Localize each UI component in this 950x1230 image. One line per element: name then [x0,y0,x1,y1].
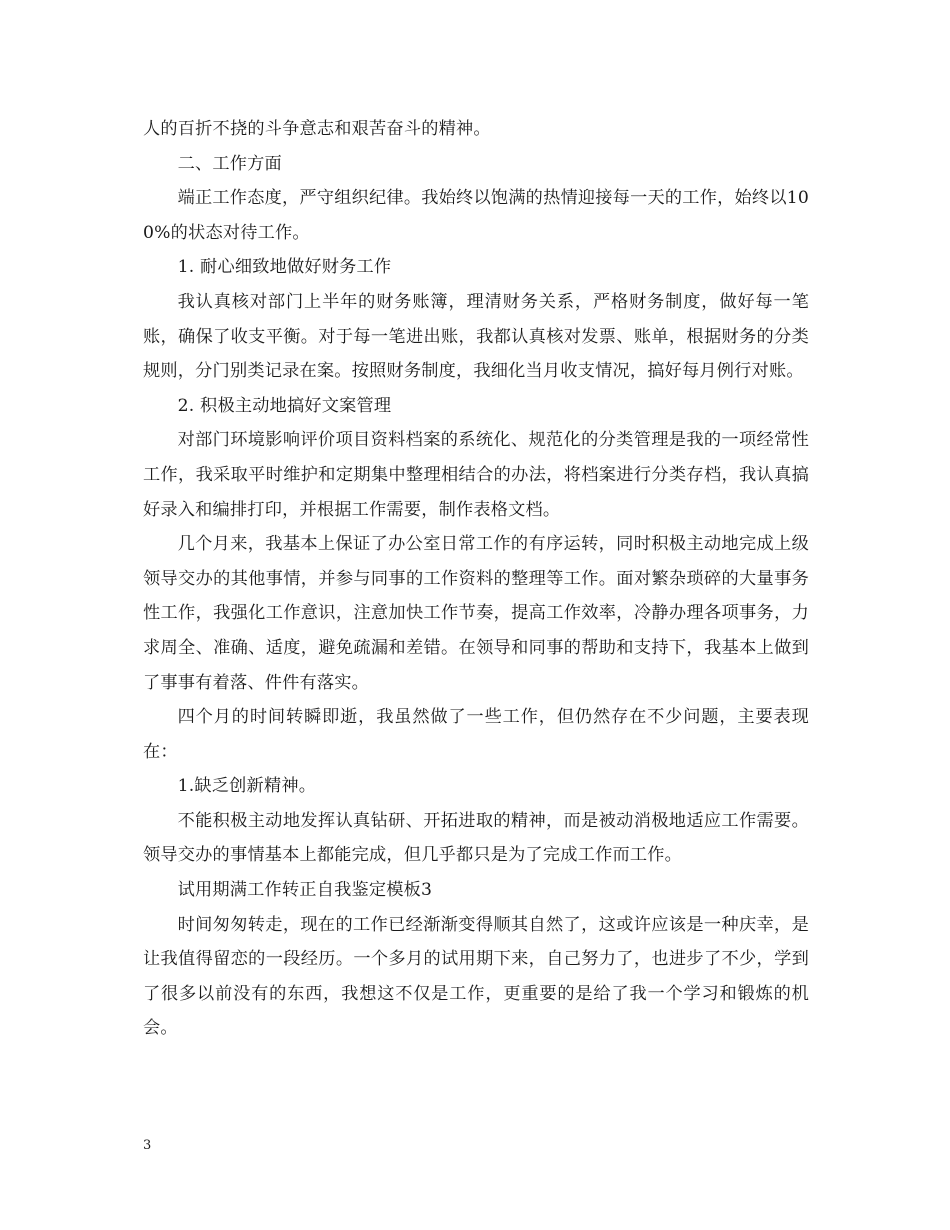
paragraph: 对部门环境影响评价项目资料档案的系统化、规范化的分类管理是我的一项经常性工作，我采取平时维护和定期集中整理相结合的办法，将档案进行分类存档，我认真搞好录入和编排打印，并根据工作需要，制作表格文档。 [143,430,809,520]
paragraph: 端正工作态度，严守组织纪律。我始终以饱满的热情迎接每一天的工作，始终以100%的状态对待工作。 [143,188,809,243]
document-title: 试用期满工作转正自我鉴定模板3 [177,880,433,901]
paragraph: 四个月的时间转瞬即逝，我虽然做了一些工作，但仍然存在不少问题，主要表现在： [143,707,809,762]
section-heading: 二、工作方面 [177,153,282,174]
paragraph: 几个月来，我基本上保证了办公室日常工作的有序运转，同时积极主动地完成上级领导交办的其他事情，并参与同事的工作资料的整理等工作。面对繁杂琐碎的大量事务性工作，我强化工作意识，注意加快工作节奏，提高工作效率，冷静办理各项事务，力求周全、准确、适度，避免疏漏和差错。在领导和同事的帮助和支持下，我基本上做到了事事有着落、件件有落实。 [143,534,809,693]
paragraph: 我认真核对部门上半年的财务账簿，理清财务关系，严格财务制度，做好每一笔账，确保了收支平衡。对于每一笔进出账，我都认真核对发票、账单，根据财务的分类规则，分门别类记录在案。按照财务制度，我细化当月收支情况，搞好每月例行对账。 [143,291,809,382]
paragraph: 人的百折不挠的斗争意志和艰苦奋斗的精神。 [143,119,491,139]
subsection-heading: 2. 积极主动地搞好文案管理 [177,395,392,416]
subsection-heading: 1. 耐心细致地做好财务工作 [177,257,392,278]
list-item: 1.缺乏创新精神。 [177,776,317,797]
paragraph: 不能积极主动地发挥认真钻研、开拓进取的精神，而是被动消极地适应工作需要。领导交办的事情基本上都能完成，但几乎都只是为了完成工作而工作。 [143,810,809,866]
paragraph: 时间匆匆转走，现在的工作已经渐渐变得顺其自然了，这或许应该是一种庆幸，是让我值得留恋的一段经历。一个多月的试用期下来，自己努力了，也进步了不少，学到了很多以前没有的东西，我想这不仅是工作，更重要的是给了我一个学习和锻炼的机会。 [143,914,809,1039]
page-number: 3 [143,1138,152,1153]
document-body [143,112,809,1046]
